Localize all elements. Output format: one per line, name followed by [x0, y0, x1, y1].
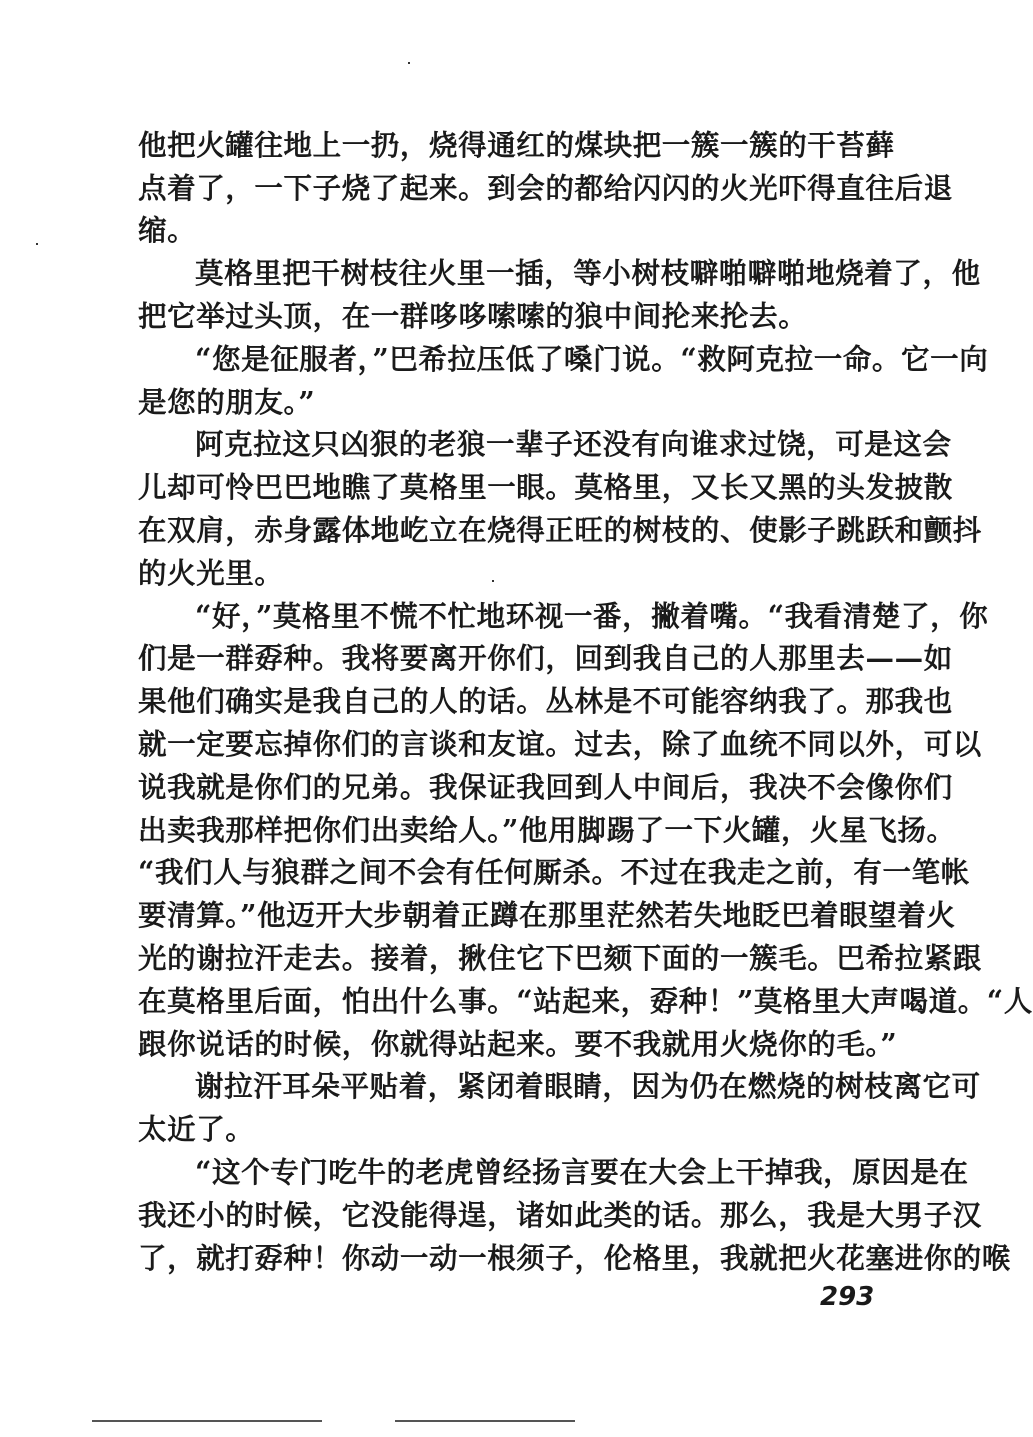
text-line: 缩。 [138, 213, 197, 247]
text-line: 我还小的时候，它没能得逞，诸如此类的话。那么，我是大男子汉 [138, 1198, 982, 1232]
text-line: “这个专门吃牛的老虎曾经扬言要在大会上干掉我，原因是在 [195, 1155, 969, 1189]
text-line: “您是征服者，”巴希拉压低了嗓门说。“救阿克拉一命。它一向 [195, 342, 989, 376]
text-line: 说我就是你们的兄弟。我保证我回到人中间后，我决不会像你们 [138, 770, 953, 804]
text-line: 出卖我那样把你们出卖给人。”他用脚踢了一下火罐，火星飞扬。 [138, 813, 956, 847]
text-line: “好，”莫格里不慌不忙地环视一番，撇着嘴。“我看清楚了，你 [195, 599, 989, 633]
text-line: 谢拉汗耳朵平贴着，紧闭着眼睛，因为仍在燃烧的树枝离它可 [195, 1069, 981, 1103]
text-line: 要清算。”他迈开大步朝着正蹲在那里茫然若失地眨巴着眼望着火 [138, 898, 956, 932]
scan-edge-line [92, 1420, 322, 1422]
text-line: 了，就打孬种！你动一动一根须子，伦格里，我就把火花塞进你的喉 [138, 1241, 1012, 1275]
text-line: 们是一群孬种。我将要离开你们，回到我自己的人那里去——如 [138, 641, 953, 675]
text-line: 的火光里。 [138, 556, 284, 590]
text-line: 点着了，一下子烧了起来。到会的都给闪闪的火光吓得直往后退 [138, 171, 953, 205]
text-line: 就一定要忘掉你们的言谈和友谊。过去，除了血统不同以外，可以 [138, 727, 982, 761]
text-line: 光的谢拉汗走去。接着，揪住它下巴颏下面的一簇毛。巴希拉紧跟 [138, 941, 982, 975]
text-line: 跟你说话的时候，你就得站起来。要不我就用火烧你的毛。” [138, 1027, 898, 1061]
text-line: 莫格里把干树枝往火里一插，等小树枝噼啪噼啪地烧着了，他 [195, 256, 981, 290]
page-number: 293 [820, 1282, 875, 1312]
scan-speck [36, 243, 38, 245]
text-line: 是您的朋友。” [138, 385, 316, 419]
text-line: 儿却可怜巴巴地瞧了莫格里一眼。莫格里，又长又黑的头发披散 [138, 470, 953, 504]
text-line: 他把火罐往地上一扔，烧得通红的煤块把一簇一簇的干苔藓 [138, 128, 895, 162]
scan-edge-line [395, 1420, 575, 1422]
text-line: 阿克拉这只凶狠的老狼一辈子还没有向谁求过饶，可是这会 [195, 427, 952, 461]
text-line: 果他们确实是我自己的人的话。丛林是不可能容纳我了。那我也 [138, 684, 953, 718]
text-line: 在双肩，赤身露体地屹立在烧得正旺的树枝的、使影子跳跃和颤抖 [138, 513, 982, 547]
text-line: 太近了。 [138, 1112, 255, 1146]
text-line: 把它举过头顶，在一群哆哆嗦嗦的狼中间抡来抡去。 [138, 299, 808, 333]
text-line: “我们人与狼群之间不会有任何厮杀。不过在我走之前，有一笔帐 [138, 855, 970, 889]
text-line: 在莫格里后面，怕出什么事。“站起来，孬种！”莫格里大声喝道。“人 [138, 984, 1033, 1018]
scan-speck [408, 62, 410, 64]
